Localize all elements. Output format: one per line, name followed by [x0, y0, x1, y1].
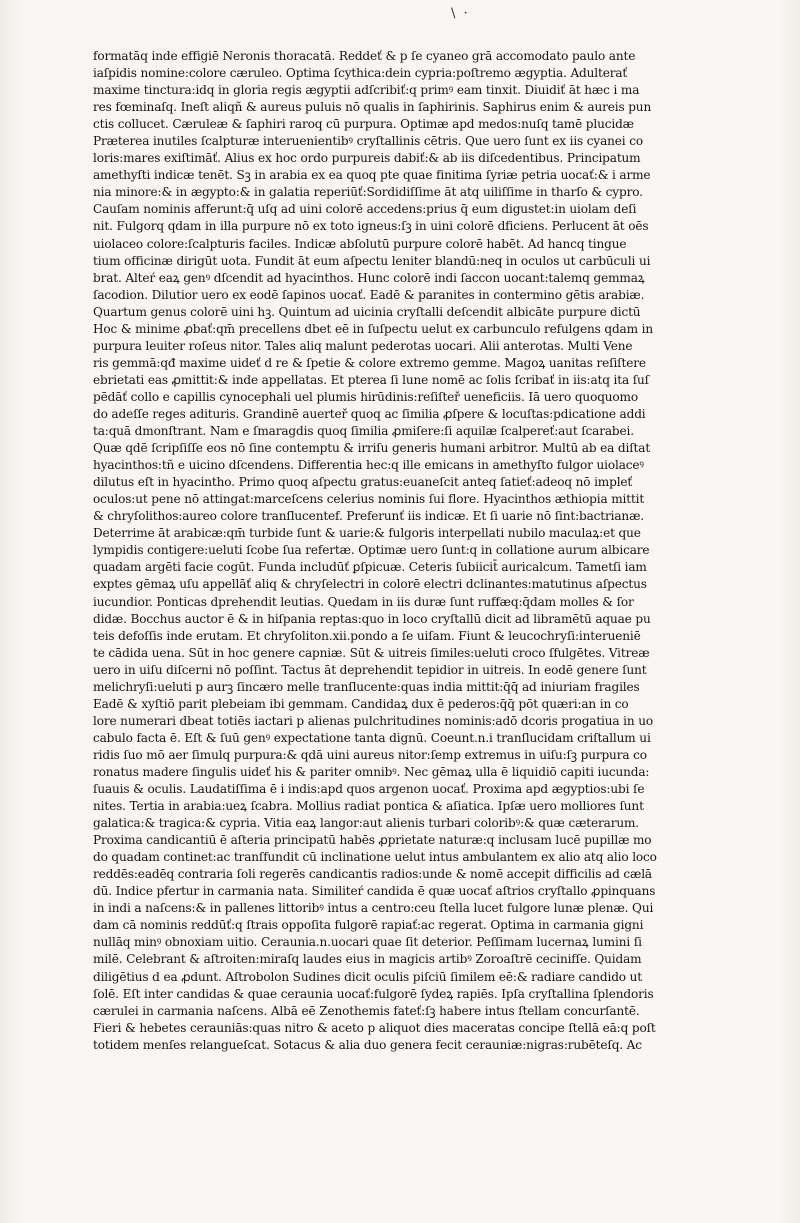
text-line: purpura leuiter roſeus nitor. Tales aliq malunt pederotas uocari. Alii anterotas. Multi Vene [93, 338, 633, 353]
text-line: & chryſolithos:aureo colore tranſlucentef. Preferunť iis indicæ. Et ſi uarie nō ſint:bactrianæ. [93, 509, 644, 524]
text-line: ta:quā dmonſtrant. Nam e ſmaragdis quoq ſimilia ꝓmiſere:ſi aquilæ ſcalpereť:aut ſcarabei. [93, 424, 634, 439]
text-line: ctis collucet. Cæruleæ & ſaphiri raroq cū purpura. Optimæ apd medos:nuſq tamē plucidæ [93, 117, 634, 132]
text-line: exptes gēmaꝝ uſu appellāť aliq & chryſelectri in colorē electri dclinantes:matutinus aſpectus [93, 577, 647, 592]
text-line: nites. Tertia in arabia:ueꝝ ſcabra. Mollius radiat pontica & aſiatica. Ipſæ uero molliores ſunt [93, 799, 644, 814]
text-line: formatāq inde effigiē Neronis thoracatā. Reddeť & p ſe cyaneo grā accomodato paulo ante [93, 49, 636, 63]
text-line: nit. Fulgorq qdam in illa purpure nō ex toto igneus:ſꝫ in uini colorē dficiens. Perlucent āt oēs [93, 219, 649, 234]
text-line: ronatus madere ſingulis uideť his & pariter omnibꝰ. Nec gēmaꝝ ulla ē liquidiō capiti iucunda: [93, 764, 650, 779]
text-line: nullāq minꝰ obnoxiam uitio. Ceraunia.n.uocari quae ſit deterior. Peſſimam lucernaꝝ lumini ſi [93, 935, 642, 950]
text-line: ebrietati eas ꝓmittit:& inde appellatas. Et pterea ſi lune nomē ac ſolis ſcribať in iis:atq ita ſuſ [93, 372, 649, 387]
text-line: totidem menſes relangueſcat. Sotacus & alia duo genera fecit cerauniæ:nigras:rubēteſq. Ac [93, 1037, 642, 1052]
text-line: Præterea inutiles ſcalpturæ interuenientibꝰ cryſtallinis cētris. Que uero ſunt ex iis cyanei co [93, 134, 643, 149]
text-line: diligētius d ea ꝓdunt. Aſtrobolon Sudines dicit oculis piſciū ſimilem eē:& radiare candido ut [93, 969, 642, 984]
text-column [93, 48, 671, 1054]
text-line: lympidis contigere:ueluti ſcobe ſua refertæ. Optimæ uero ſunt:q in collatione aurum albicare [93, 543, 650, 558]
text-line: reddēs:eadēq contraria ſoli regerēs candicantis radios:unde & nomē accepit difficilis ad cælā [93, 867, 652, 882]
text-line: tium officinæ dirigūt uota. Fundit āt eum aſpectu leniter blandū:neq in oculos ut carbūculi ui [93, 253, 651, 268]
text-line: pēdāť collo e capillis cynocephali uel plumis hirūdinis:reſiſteř ueneficiis. Iā uero quoquomo [93, 389, 639, 404]
text-line: uero in uiſu diſcerni nō poſſint. Tactus āt deprehendit tepidior in uitreis. In eodē genere ſunt [93, 662, 647, 677]
text-line: teis defoſſis inde erutam. Et chryſoliton.xii.pondo a ſe uiſam. Fiunt & leucochryſi:interueniē [93, 628, 641, 643]
text-line: melichryſi:ueluti p aurꝫ ſincæro melle tranſlucente:quas india mittit:q̄q̄ ad iniuriam fragiles [93, 679, 640, 694]
text-line: Quæ qdē ſcripſiſſe eos nō ſine contemptu & irriſu generis humani arbitror. Multū ab ea diſtat [93, 441, 651, 456]
text-line: Quartum genus colorē uini hꝫ. Quintum ad uicinia cryſtalli deſcendit albicāte purpure dictū [93, 304, 641, 319]
text-line: ſolē. Eſt inter candidas & quae ceraunia uocať:fulgorē ſydeꝝ rapiēs. Ipſa cryſtallina ſplendoris [93, 986, 654, 1001]
text-line: quadam argēti facie cogūt. Funda includūť ꝑſpicuæ. Ceteris ſubiicit̄ auricalcum. Tametſi iam [93, 560, 647, 575]
text-line: ſuauis & oculis. Laudatiſſima ē i indis:apd quos argenon uocať. Proxima apd ægyptios:ubi ſe [93, 782, 645, 797]
text-line: loris:mares exiſtimāť. Alius ex hoc ordo purpureis dabiť:& ab iis diſcedentibus. Principatum [93, 151, 641, 166]
text-line: Eadē & xyſtiō parit plebeiam ibi gemmam. Candidaꝝ dux ē pederos:q̄q̄ pōt quæri:an in co [93, 696, 629, 711]
text-line: Fieri & hebetes cerauniās:quas nitro & aceto p aliquot dies maceratas concipe ſtellā eā:q poſt [93, 1020, 656, 1035]
text-line: Hoc & minime ꝓbať:qm̄ precellens dbet eē in ſuſpectu uelut ex carbunculo refulgens qdam in [93, 321, 653, 336]
text-line: do adeſſe reges adituris. Grandinē auerteř quoq ac ſimilia ꝓſpere & locuſtas:pdicatione addi [93, 406, 646, 421]
text-line: milē. Celebrant & aſtroiten:miraſq laudes eius in magicis artibꝰ Zoroaſtrē cecinifſe. Quidam [93, 952, 642, 967]
text-line: in indi a naſcens:& in pallenes littoribꝰ intus a centro:ceu ſtella lucet fulgore lunæ plenæ. Qui [93, 901, 654, 916]
text-line: iucundior. Ponticas dprehendit leutias. Quedam in iis duræ ſunt ruffæq:q̄dam molles & ſor [93, 594, 634, 609]
text-line: Deterrime āt arabicæ:qm̄ turbide ſunt & uarie:& fulgoris interpellati nubilo maculaꝝ:et que [93, 526, 641, 541]
text-line: amethyſti indicæ tenēt. Sꝫ in arabia ex ea quoq pte quae finitima ſyriæ petria uocať:& i arme [93, 168, 651, 183]
text-line: te cādida uena. Sūt in hoc genere capniæ. Sūt & uitreis ſimiles:ueluti croco ſfulgētes. Vitreæ [93, 645, 650, 660]
text-line: brat. Alteŕ eaꝝ genꝰ dſcendit ad hyacinthos. Hunc colorē indi ſaccon uocant:talemq gemmaꝝ [93, 270, 645, 285]
text-line: cærulei in carmania naſcens. Albā eē Zenothemis fateť:ſꝫ habere intus ſtellam concurſantē. [93, 1003, 640, 1018]
text-line: didæ. Bocchus auctor ē & in hiſpania reptas:quo in loco cryſtallū dicit ad libramētū aquae pu [93, 611, 651, 626]
text-line: dam cā nominis reddūť:q ſtrais oppoſita fulgorē rapiať:ac regerat. Optima in carmania gigni [93, 918, 644, 933]
text-line: res fœminaſq. Ineſt aliqñ & aureus puluis nō qualis in ſaphirinis. Saphirus enim & aureis pun [93, 100, 652, 115]
text-line: nia minore:& in ægypto:& in galatia reperiūť:Sordidiſſime āt atq uiliſſime in tharſo & cypro. [93, 185, 643, 200]
text-line: galatica:& tragica:& cypria. Vitia eaꝝ langor:aut alienis turbari coloribꝰ:& quæ cæterarum. [93, 816, 639, 831]
text-line: do quadam continet:ac tranſfundit cū inclinatione uelut intus ambulantem ex alio atq alio loco [93, 850, 657, 865]
text-line: maxime tinctura:idq in gloria regis ægyptii adſcribiť:q primꝰ eam tinxit. Diuidiť āt hæc i ma [93, 83, 640, 98]
text-line: Cauſam nominis afferunt:q̄ uſq ad uini colorē accedens:prius q̄ eum digustet:in uiolam deſi [93, 202, 637, 217]
text-line: dilutus eſt in hyacintho. Primo quoq aſpectu gratus:euaneſcit anteq ſatieť:adeoq nō impleť [93, 475, 633, 490]
text-line: oculos:ut pene nō attingat:marceſcens celerius nominis ſui flore. Hyacinthos æthiopia mittit [93, 492, 645, 507]
text-line: uiolaceo colore:ſcalpturis faciles. Indicæ abſolutū purpure colorē habēt. Ad hancq tingue [93, 236, 627, 251]
text-line: iaſpidis nomine:colore cæruleo. Optima ſcythica:dein cypria:poſtremo ægyptia. Adulterať [93, 66, 628, 81]
text-line: dū. Indice pfertur in carmania nata. Similiteŕ candida ē quæ uocať aſtrios cryſtallo ꝓpinquans [93, 884, 656, 899]
text-line: Proxima candicantiū ē aſteria principatū habēs ꝓprietate naturæ:q inclusam lucē pupillæ mo [93, 833, 652, 848]
text-line: lore numerari dbeat totiēs iactari p alienas pulchritudines nominis:adō dcoris progatiua in uo [93, 713, 653, 728]
text-line: ris gemmā:qđ maxime uideť d re & ſpetie & colore extremo gemme. Magoꝝ uanitas reſiſtere [93, 355, 646, 370]
text-line: hyacinthos:tñ e uicino dſcendens. Differentia hec:q ille emicans in amethyſto fulgor uiolaceꝰ [93, 458, 644, 473]
text-line: cabulo facta ē. Eſt & ſuū genꝰ expectatione tanta dignū. Coeunt.n.i tranſlucidam criſtallum ui [93, 730, 651, 745]
text-line: ridis ſuo mō aer ſimulq purpura:& qdā uini aureus nitor:ſemp extremus in uiſu:ſꝫ purpura co [93, 747, 647, 762]
text-line: ſacodion. Dilutior uero ex eodē ſapinos uocať. Eadē & paranites in contermino gētis arabiæ. [93, 287, 645, 302]
page-mark: \ · [451, 6, 470, 21]
